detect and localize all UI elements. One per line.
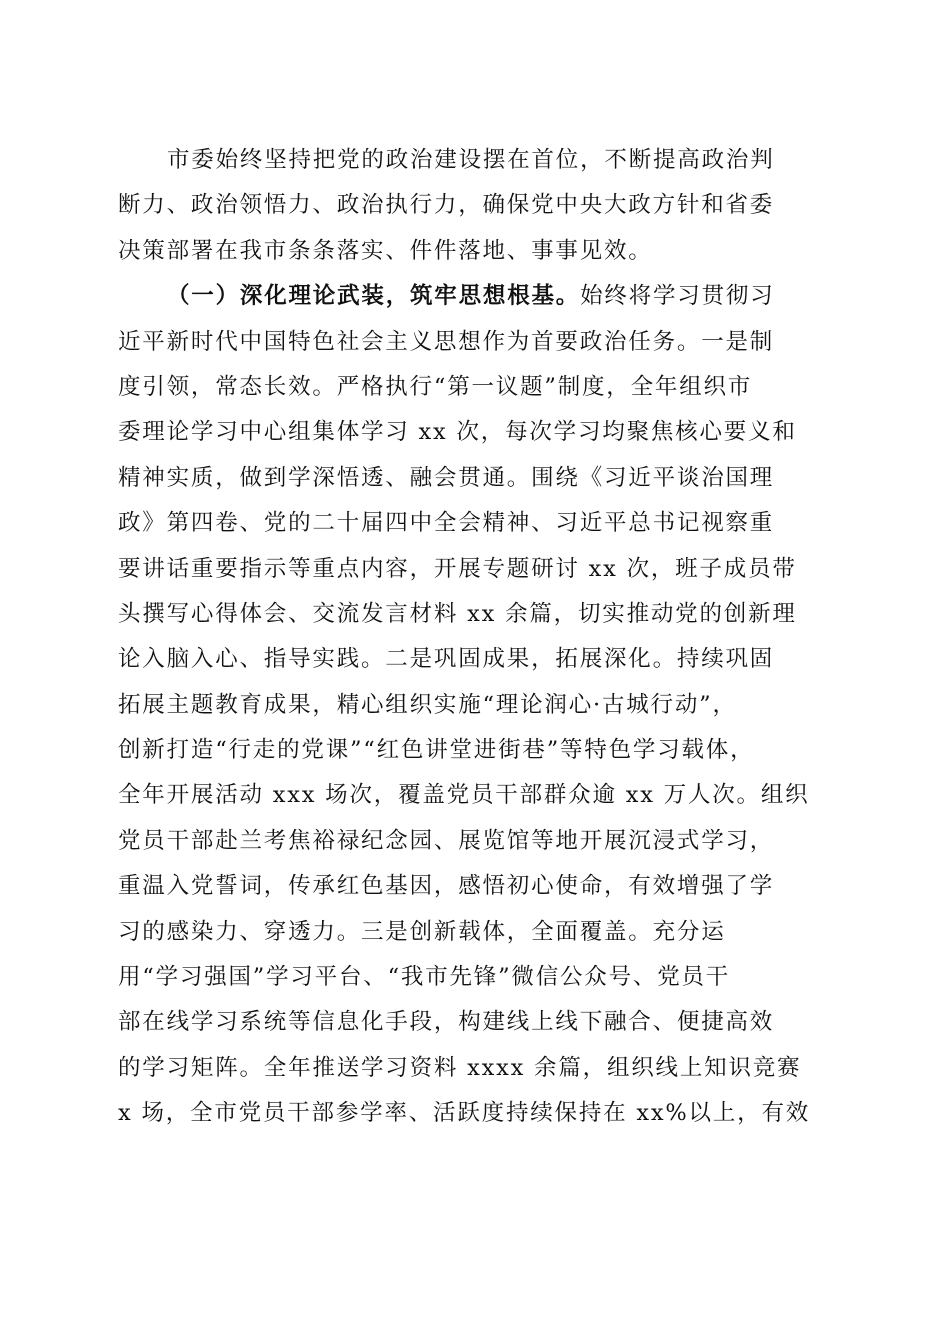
body-text: 习的感染力、穿透力。三是创新载体，全面覆盖。充分运 (118, 918, 726, 945)
text-line (118, 274, 830, 319)
text-line (118, 320, 830, 365)
text-line (118, 1000, 830, 1045)
paragraph (118, 274, 830, 1136)
body-text: 始终将学习贯彻习 (580, 283, 775, 310)
body-text: 要讲话重要指示等重点内容，开展专题研讨 xx 次，班子成员带 (118, 555, 797, 582)
paragraph (118, 138, 830, 274)
text-line (118, 955, 830, 1000)
body-text: 论入脑入心、指导实践。二是巩固成果，拓展深化。持续巩固 (118, 646, 775, 673)
text-line (118, 728, 830, 773)
text-line (118, 501, 830, 546)
section-heading: （一）深化理论武装，筑牢思想根基。 (167, 283, 581, 310)
text-line (118, 773, 830, 818)
body-text: 的学习矩阵。全年推送学习资料 xxxx 余篇，组织线上知识竞赛 (118, 1054, 802, 1081)
body-text: 度引领，常态长效。严格执行“第一议题”制度，全年组织市 (118, 373, 753, 400)
body-text: 断力、政治领悟力、政治执行力，确保党中央大政方针和省委 (118, 192, 775, 219)
body-text: 拓展主题教育成果，精心组织实施“理论润心·古城行动”， (118, 691, 737, 718)
text-line (118, 365, 830, 410)
body-text: 用“学习强国”学习平台、“我市先锋”微信公众号、党员干 (118, 964, 731, 991)
text-line (118, 456, 830, 501)
body-text: 重温入党誓词，传承红色基因，感悟初心使命，有效增强了学 (118, 873, 775, 900)
body-text: 精神实质，做到学深悟透、融会贯通。围绕《习近平谈治国理 (118, 464, 775, 491)
body-text: 决策部署在我市条条落实、件件落地、事事见效。 (118, 237, 653, 264)
body-text: 近平新时代中国特色社会主义思想作为首要政治任务。一是制 (118, 328, 775, 355)
text-line (118, 683, 830, 728)
text-line (118, 1046, 830, 1091)
text-line (118, 910, 830, 955)
body-text: 党员干部赴兰考焦裕禄纪念园、展览馆等地开展沉浸式学习， (118, 827, 775, 854)
body-text: 部在线学习系统等信息化手段，构建线上线下融合、便捷高效 (118, 1009, 775, 1036)
document-body (118, 138, 830, 1137)
body-text: x 场，全市党员干部参学率、活跃度持续保持在 xx%以上，有效 (118, 1100, 811, 1127)
body-text: 全年开展活动 xxx 场次，覆盖党员干部群众逾 xx 万人次。组织 (118, 782, 810, 809)
body-text: 创新打造“行走的党课”“红色讲堂进街巷”等特色学习载体， (118, 737, 755, 764)
text-line (118, 138, 830, 183)
body-text: 头撰写心得体会、交流发言材料 xx 余篇，切实推动党的创新理 (118, 600, 797, 627)
text-line (118, 592, 830, 637)
text-line (118, 183, 830, 228)
body-text: 市委始终坚持把党的政治建设摆在首位，不断提高政治判 (167, 147, 775, 173)
text-line (118, 547, 830, 592)
text-line (118, 229, 830, 274)
body-text: 政》第四卷、党的二十届四中全会精神、习近平总书记视察重 (118, 510, 775, 537)
text-line (118, 864, 830, 909)
text-line (118, 637, 830, 682)
text-line (118, 819, 830, 864)
text-line (118, 1091, 830, 1136)
text-line (118, 410, 830, 455)
body-text: 委理论学习中心组集体学习 xx 次，每次学习均聚焦核心要义和 (118, 419, 797, 446)
